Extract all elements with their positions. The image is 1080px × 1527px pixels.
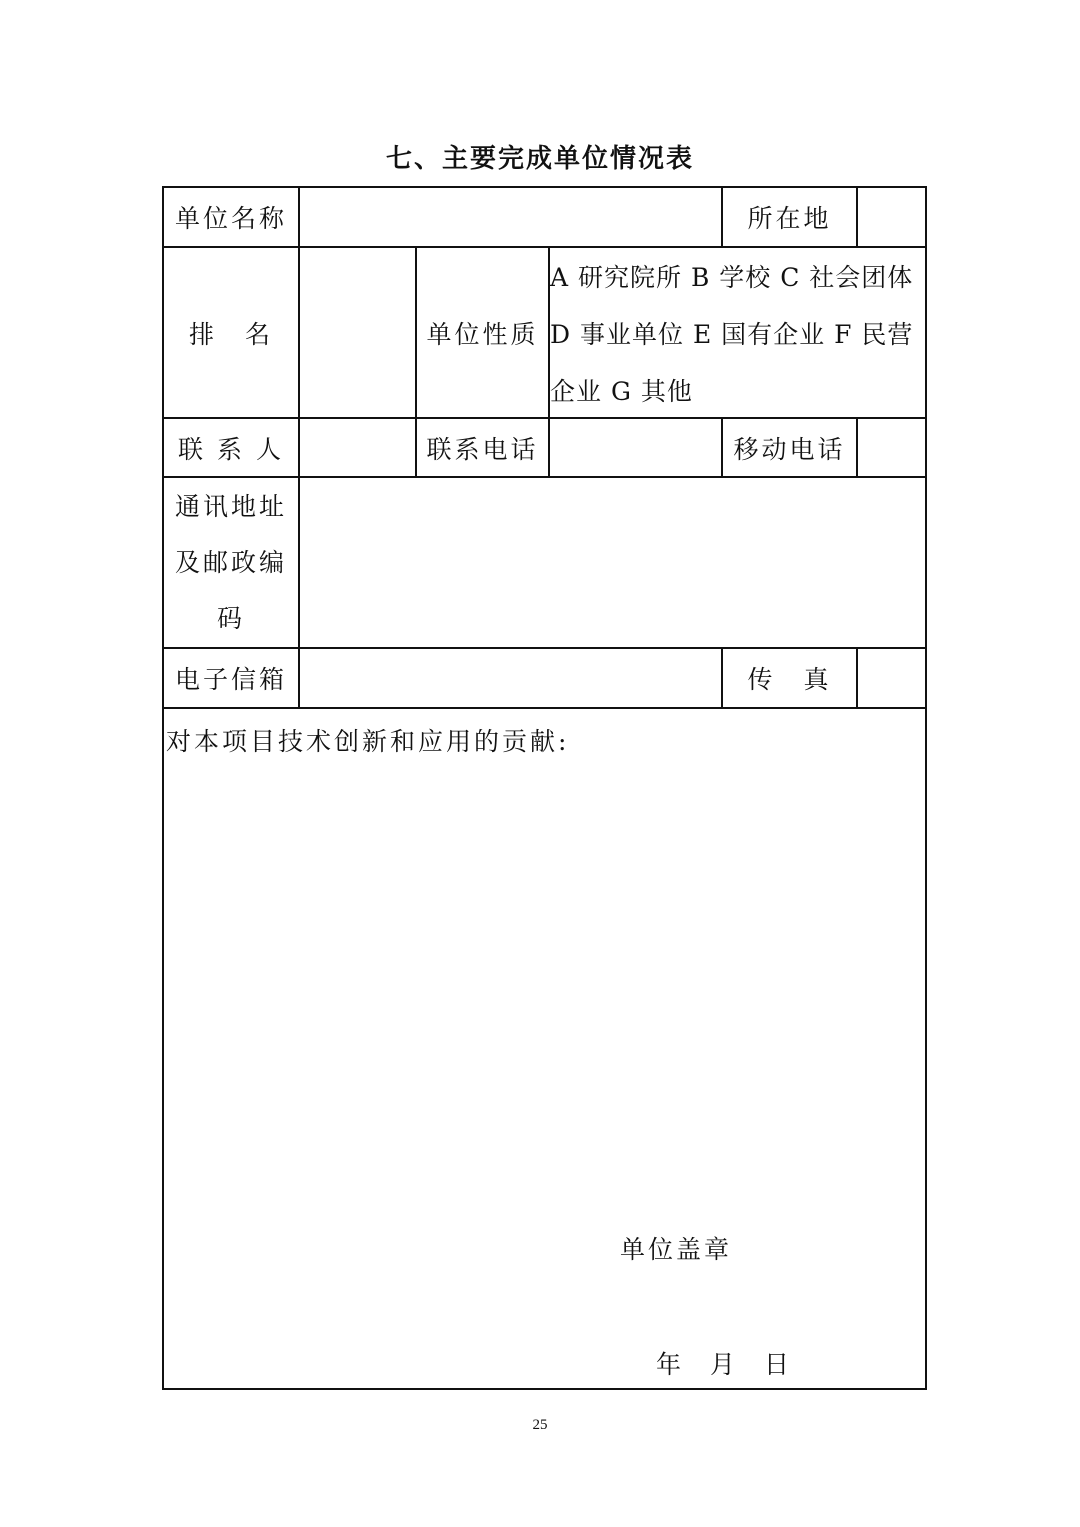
email-field[interactable] xyxy=(300,649,721,707)
unit-name-field[interactable] xyxy=(300,188,721,246)
fax-field[interactable] xyxy=(858,649,925,707)
nature-option-line: A 研究院所 B 学校 C 社会团体 xyxy=(550,263,914,292)
mobile-label: 移动电话 xyxy=(733,434,846,464)
mobile-field[interactable] xyxy=(858,419,925,476)
contribution-label: 对本项目技术创新和应用的贡献: xyxy=(166,727,570,756)
address-label-line: 通讯地址 xyxy=(174,491,287,521)
address-label-line: 及邮政编 xyxy=(174,547,287,577)
row-divider xyxy=(162,707,927,709)
date-day-label: 日 xyxy=(764,1350,790,1379)
page-title: 七、主要完成单位情况表 xyxy=(385,144,694,174)
unit-name-label: 单位名称 xyxy=(174,204,287,233)
address-field[interactable] xyxy=(300,478,925,647)
location-label: 所在地 xyxy=(747,204,832,233)
address-label-line: 码 xyxy=(216,603,245,633)
nature-label: 单位性质 xyxy=(426,319,539,349)
email-label: 电子信箱 xyxy=(174,665,287,694)
location-field[interactable] xyxy=(858,188,925,246)
seal-label: 单位盖章 xyxy=(620,1235,733,1264)
date-year-label: 年 xyxy=(656,1350,682,1379)
contact-field[interactable] xyxy=(300,419,415,476)
nature-option-line: 企业 G 其他 xyxy=(550,377,693,406)
phone-label: 联系电话 xyxy=(426,434,539,464)
contact-label: 联 系 人 xyxy=(178,434,284,464)
rank-label: 排 名 xyxy=(188,319,273,349)
rank-field[interactable] xyxy=(300,248,415,417)
page-number: 25 xyxy=(532,1417,548,1433)
fax-label: 传 真 xyxy=(747,665,832,694)
phone-field[interactable] xyxy=(550,419,721,476)
nature-options[interactable] xyxy=(550,248,925,419)
contribution-field[interactable] xyxy=(164,770,925,1210)
nature-option-line: D 事业单位 E 国有企业 F 民营 xyxy=(550,320,914,349)
address-label xyxy=(164,478,298,647)
date-month-label: 月 xyxy=(710,1350,736,1379)
